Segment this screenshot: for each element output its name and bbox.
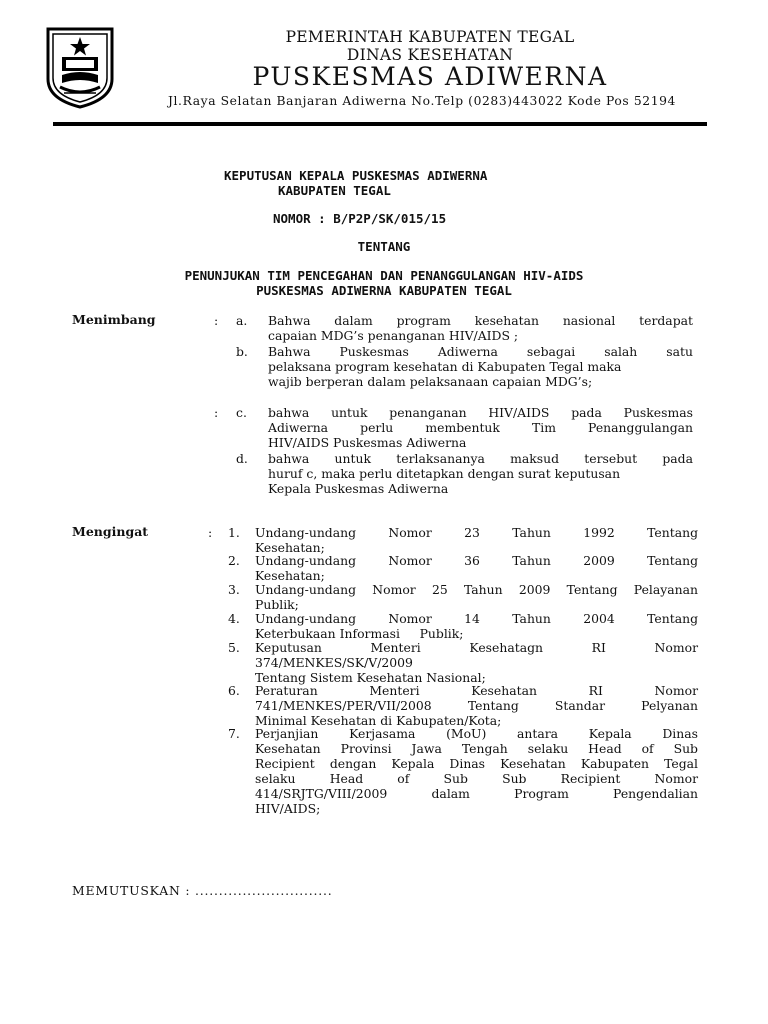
list-item: Keputusan Menteri Kesehatagn RI Nomor 374/MENKES/SK/V/2009 Tentang Sistem Kesehatan Nasional; [255,640,698,685]
list-item: bahwa untuk penanganan HIV/AIDS pada Puskesmas Adiwerna perlu membentuk Tim Penanggulangan HIV/AIDS Puskesmas Adiwerna [268,405,693,450]
list-marker: a. [236,313,248,328]
list-marker: 6. [228,683,240,698]
list-marker: 4. [228,611,240,626]
list-item: Undang-undang Nomor 36 Tahun 2009 Tentang Kesehatan; [255,553,698,583]
decree-number: NOMOR : B/P2P/SK/015/15 [273,211,447,226]
list-item: Bahwa dalam program kesehatan nasional terdapat capaian MDG’s penanganan HIV/AIDS ; [268,313,693,343]
list-item: Undang-undang Nomor 25 Tahun 2009 Tentang Pelayanan Publik; [255,582,698,612]
list-marker: 1. [228,525,240,540]
list-item: Peraturan Menteri Kesehatan RI Nomor 741/MENKES/PER/VII/2008 Tentang Standar Pelyanan Minimal Kesehatan di Kabupaten/Kota; [255,683,698,728]
letterhead-address: Jl.Raya Selatan Banjaran Adiwerna No.Telp (0283)443022 Kode Pos 52194 [168,94,676,108]
letterhead-divider [53,122,707,126]
menimbang-label: Menimbang [72,312,156,327]
list-item: Undang-undang Nomor 23 Tahun 1992 Tentang Kesehatan; [255,525,698,555]
memutuskan-heading: MEMUTUSKAN : ............................. [72,883,333,898]
list-marker: c. [236,405,247,420]
decree-subject-cont: PUSKESMAS ADIWERNA KABUPATEN TEGAL [256,283,512,298]
list-item: Bahwa Puskesmas Adiwerna sebagai salah satu pelaksana program kesehatan di Kabupaten Tegal maka wajib berperan dalam pelaksanaan capaian MDG’s; [268,344,693,389]
decree-title-region: KABUPATEN TEGAL [278,183,391,198]
list-marker: 3. [228,582,240,597]
decree-tentang: TENTANG [357,239,411,254]
list-marker: 2. [228,553,240,568]
list-marker: 7. [228,726,240,741]
decree-subject: PENUNJUKAN TIM PENCEGAHAN DAN PENANGGULANGAN HIV-AIDS [184,268,584,283]
menimbang-colon: : [214,313,219,328]
mengingat-colon: : [208,525,213,540]
list-marker: 5. [228,640,240,655]
tegal-regency-emblem-icon [40,25,120,109]
list-marker: b. [236,344,248,359]
menimbang-colon-2: : [214,405,219,420]
decree-title: KEPUTUSAN KEPALA PUSKESMAS ADIWERNA [224,168,488,183]
letterhead-government: PEMERINTAH KABUPATEN TEGAL [285,28,575,46]
list-item: bahwa untuk terlaksananya maksud tersebut pada huruf c, maka perlu ditetapkan dengan surat keputusan Kepala Puskesmas Adiwerna [268,451,693,496]
list-item: Undang-undang Nomor 14 Tahun 2004 Tentang Keterbukaan Informasi Publik; [255,611,698,641]
letterhead-institution: PUSKESMAS ADIWERNA [252,62,608,91]
mengingat-label: Mengingat [72,524,149,539]
list-marker: d. [236,451,248,466]
list-item: Perjanjian Kerjasama (MoU) antara Kepala Dinas Kesehatan Provinsi Jawa Tengah selaku Head of Sub Recipient dengan Kepala Dinas Kesehatan Kabupaten Tegal selaku Head of Sub Sub Recipient Nomor 414/SRJTG/VIII/2009 dalam Program Pengendalian HIV/AIDS; [255,726,698,816]
letterhead-department: DINAS KESEHATAN [346,46,514,64]
